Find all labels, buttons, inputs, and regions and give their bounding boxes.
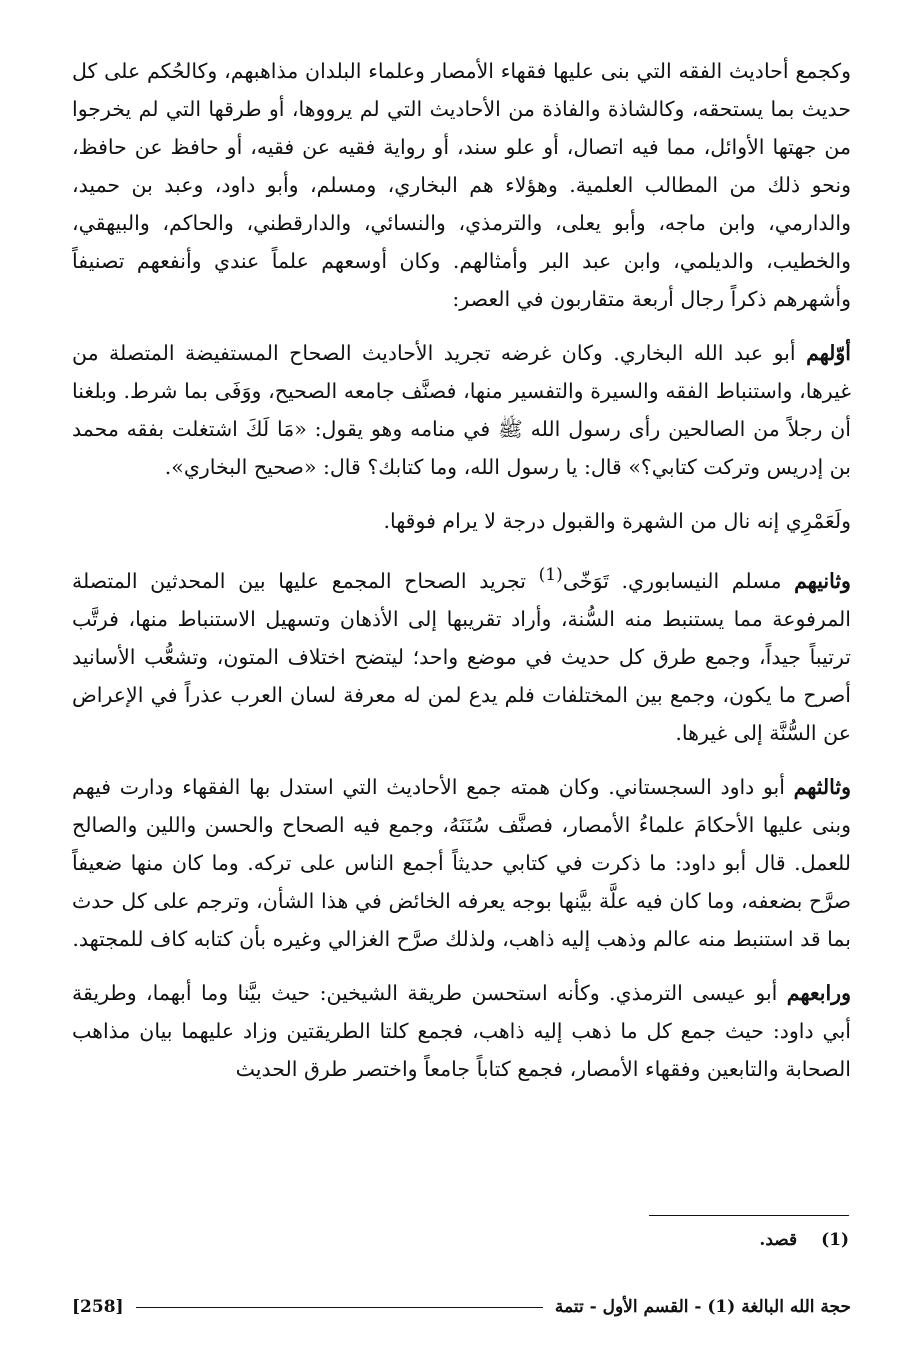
footer-rule: [136, 1307, 543, 1308]
footnote-number: (1): [821, 1230, 849, 1250]
paragraph-text: أبو داود السجستاني. وكان همته جمع الأحاديث التي استدل بها الفقهاء ودارت فيهم وبنى عليها الأحكامَ علماءُ الأمصار، فصنَّف سُنَنَهُ، وجمع فيه الصحاح والحسن واللين والصالح للعمل. قال أبو داود: ما ذكرت في كتابي حديثاً أجمع الناس على تركه. وما كان منها ضعيفاً صرَّح بضعفه، وما كان فيه علَّة بيَّنها بوجه يعرفه الخائض في هذا الشأن، وترجم على كل حدث بما قد استنبط منه عالم وذهب إليه ذاهب، ولذلك صرَّح الغزالي وغيره بأن كتابه كاف للمجتهد.: [72, 774, 851, 951]
paragraph-text: أبو عبد الله البخاري. وكان غرضه تجريد الأحاديث الصحاح المستفيضة المتصلة من غيرها، واستنباط الفقه والسيرة والتفسير منها، فصنَّف جامعه الصحيح، ووَفَى بما شرط. وبلغنا أن رجلاً من الصالحين رأى رسول الله ﷺ في منامه وهو يقول: «مَا لَكَ اشتغلت بفقه محمد بن إدريس وتركت كتابي؟» قال: يا رسول الله، وما كتابك؟ قال: «صحيح البخاري».: [72, 341, 851, 479]
paragraph-lead: وثانيهم: [794, 568, 851, 593]
paragraph-text: تجريد الصحاح المجمع عليها بين المحدثين المتصلة المرفوعة مما يستنبط منه السُّنة، وأراد تقريبها إلى الأذهان وتسهيل الاستنباط منها، فرتَّب ترتيباً جيداً، وجمع طرق كل حديث في موضع واحد؛ ليتضح اختلاف المتون، وتشعُّب الأسانيد أصرح ما يكون، وجمع بين المختلفات فلم يدع لمن له معرفة لسان العرب عذراً في الإعراض عن السُّنَّة إلى غيرها.: [72, 568, 851, 745]
footnote: [759, 1230, 849, 1250]
paragraph-text: مسلم النيسابوري. تَوَخّى: [562, 568, 782, 593]
footnote-divider: [649, 1215, 849, 1216]
footnote-reference: (1): [538, 565, 563, 585]
paragraph-bukhari: [72, 334, 851, 486]
page-number: [258]: [72, 1297, 124, 1317]
paragraph-intro: وكجمع أحاديث الفقه التي بنى عليها فقهاء الأمصار وعلماء البلدان مذاهبهم، وكالحُكم على كل حديث بما يستحقه، وكالشاذة والفاذة من الأحاديث التي لم يرووها، أو طرقها التي لم يخرجوا من جهتها الأوائل، مما فيه اتصال، أو علو سند، أو رواية فقيه عن فقيه، أو حافظ عن حافظ، ونحو ذلك من المطالب العلمية. وهؤلاء هم البخاري، ومسلم، وأبو داود، وعبد بن حميد، والدارمي، وابن ماجه، وأبو يعلى، والترمذي، والنسائي، والدارقطني، والحاكم، والبيهقي، والخطيب، والديلمي، وابن عبد البر وأمثالهم. وكان أوسعهم علماً عندي وأنفعهم تصنيفاً وأشهرهم ذكراً رجال أربعة متقاربون في العصر:: [72, 59, 851, 311]
paragraph-tirmidhi: [72, 974, 851, 1088]
paragraph-text: أبو عيسى الترمذي. وكأنه استحسن طريقة الشيخين: حيث بيَّنا وما أبهما، وطريقة أبي داود: حيث جمع كل ما ذهب إليه ذاهب، فجمع كلتا الطريقتين وزاد عليهما بيان مذاهب الصحابة والتابعين وفقهاء الأمصار، فجمع كتاباً جامعاً واختصر طرق الحديث: [72, 980, 851, 1081]
book-title: حجة الله البالغة (1) - القسم الأول - تتمة: [554, 1297, 851, 1317]
footnote-text: قصد.: [759, 1230, 798, 1250]
paragraph-lead: وثالثهم: [793, 774, 851, 799]
paragraph-abu-dawud: [72, 768, 851, 958]
running-footer: [72, 1292, 851, 1322]
paragraph-lead: أوّلهم: [806, 341, 851, 365]
paragraph-remark: ولَعَمْرِي إنه نال من الشهرة والقبول درجة لا يرام فوقها.: [383, 509, 851, 533]
paragraph-muslim: [72, 556, 851, 752]
paragraph-lead: ورابعهم: [786, 980, 851, 1005]
